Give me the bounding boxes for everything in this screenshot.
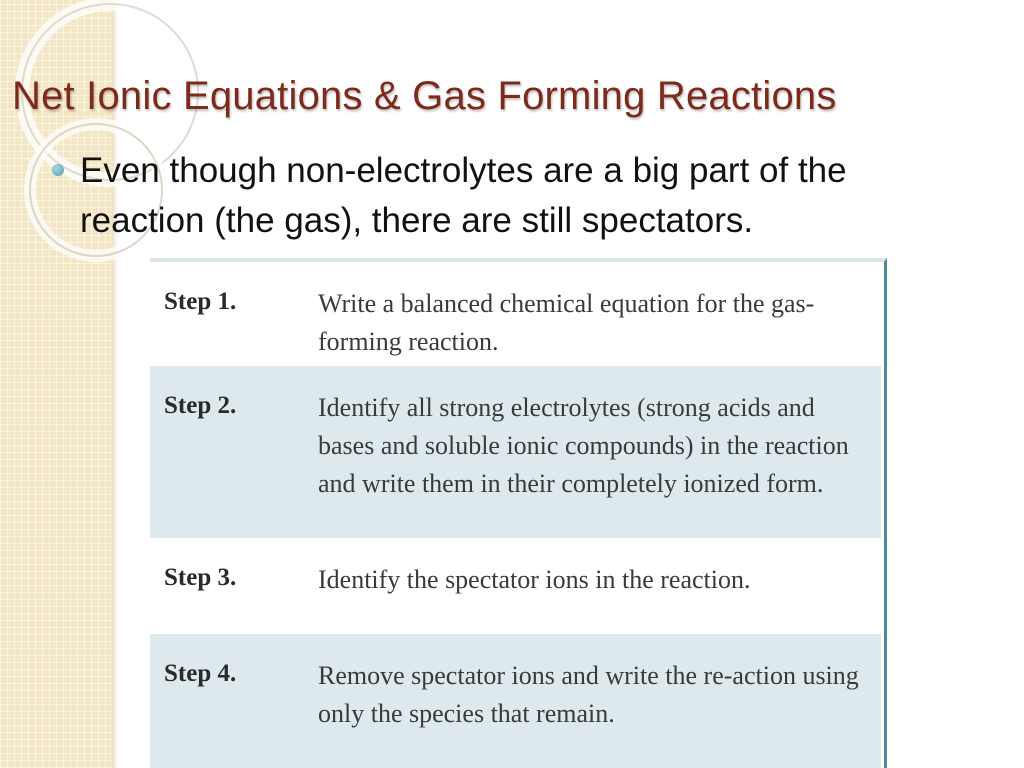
step-text: Identify the spectator ions in the reaction. [318, 565, 751, 594]
step-text: Identify all strong electrolytes (strong acids and bases and soluble ionic compounds) in the reaction and write them in their completely ionized form. [318, 393, 849, 498]
step-text: Write a balanced chemical equation for the gas-forming reaction. [318, 289, 815, 356]
step-row [150, 634, 881, 768]
step-label: Step 3. [164, 564, 237, 591]
step-label: Step 1. [164, 288, 237, 315]
step-text: Remove spectator ions and write the re-action using only the species that remain. [318, 661, 859, 728]
step-row [150, 262, 881, 366]
steps-table [150, 258, 887, 768]
step-row [150, 366, 881, 538]
slide-title: Net Ionic Equations & Gas Forming Reactions [12, 74, 837, 118]
step-row [150, 538, 881, 634]
bullet-dot-icon [52, 164, 64, 176]
step-label: Step 2. [164, 392, 237, 419]
bullet-text: Even though non-electrolytes are a big part of the reaction (the gas), there are still spectators. [80, 151, 847, 240]
step-label: Step 4. [164, 660, 237, 687]
